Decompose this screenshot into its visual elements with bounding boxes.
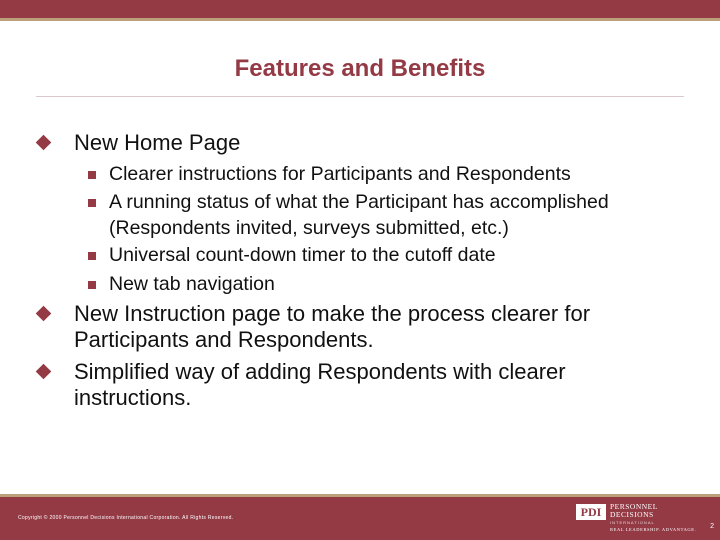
- diamond-bullet-icon: [36, 306, 52, 322]
- footer-bar: [0, 497, 720, 540]
- bullet-text: New Home Page: [74, 130, 241, 155]
- square-bullet-icon: [88, 171, 96, 179]
- subbullet-text: A running status of what the Participant has accomplished: [109, 191, 609, 213]
- logo-name-line1: PERSONNEL: [610, 502, 658, 511]
- logo-tagline: REAL LEADERSHIP. ADVANTAGE.: [610, 527, 697, 532]
- logo-monogram: PDI: [576, 504, 606, 520]
- square-bullet-icon: [88, 199, 96, 207]
- slide-title: Features and Benefits: [234, 55, 486, 82]
- diamond-bullet-icon: [36, 135, 52, 151]
- bullet-text: instructions.: [74, 385, 192, 410]
- logo-subtitle: INTERNATIONAL: [610, 520, 655, 525]
- page-number: 2: [710, 523, 714, 530]
- logo-name-line2: DECISIONS: [610, 510, 654, 519]
- square-bullet-icon: [88, 281, 96, 289]
- subbullet-text: Universal count-down timer to the cutoff date: [109, 244, 496, 266]
- subbullet-text: Clearer instructions for Participants and Respondents: [109, 163, 571, 185]
- subbullet-text: (Respondents invited, surveys submitted, etc.): [109, 217, 509, 239]
- subbullet-text: New tab navigation: [109, 273, 275, 295]
- bullet-text: Simplified way of adding Respondents with clearer: [74, 359, 566, 384]
- diamond-bullet-icon: [36, 364, 52, 380]
- company-logo: [576, 504, 706, 534]
- bullet-text: New Instruction page to make the process clearer for: [74, 301, 591, 326]
- bullet-text: Participants and Respondents.: [74, 327, 374, 352]
- logo-name: [610, 503, 680, 519]
- copyright-text: Copyright © 2000 Personnel Decisions International Corporation. All Rights Reserved.: [18, 515, 234, 521]
- square-bullet-icon: [88, 252, 96, 260]
